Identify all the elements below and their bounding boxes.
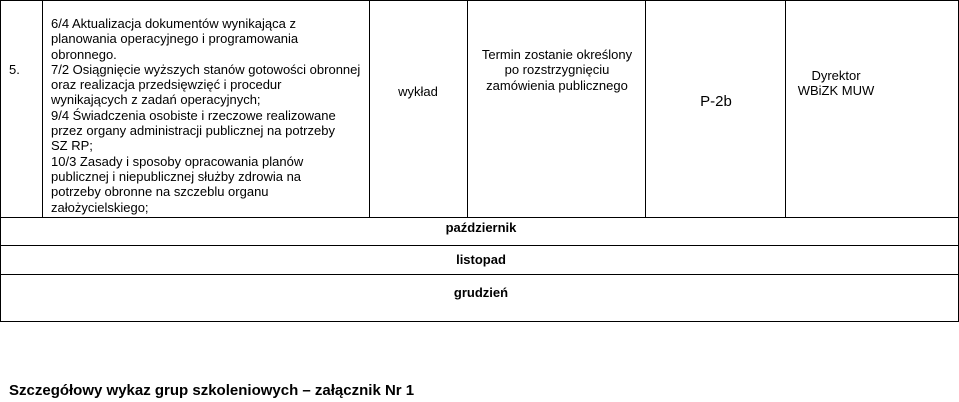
topic-line: 10/3 Zasady i sposoby opracowania planów xyxy=(51,153,304,169)
organizer-line: Dyrektor xyxy=(811,68,861,83)
topic-line: 9/4 Świadczenia osobiste i rzeczowe realizowane xyxy=(51,107,336,123)
term-line: po rozstrzygnięciu xyxy=(504,62,610,78)
row-number: 5. xyxy=(9,62,20,77)
topic-line: założycielskiego; xyxy=(51,199,149,215)
row-divider-3 xyxy=(0,274,958,275)
training-form: wykład xyxy=(398,84,438,99)
topic-line: 7/2 Osiągnięcie wyższych stanów gotowości obronnej xyxy=(51,61,361,77)
attachment-heading: Szczegółowy wykaz grup szkoleniowych – załącznik Nr 1 xyxy=(9,382,415,399)
table-border-bottom xyxy=(0,321,958,322)
topic-line: planowania operacyjnego i programowania xyxy=(51,31,299,47)
topic-line: oraz realizacja przedsięwzięć i procedur xyxy=(51,77,282,93)
row-divider-2 xyxy=(0,245,958,246)
training-term xyxy=(468,47,646,93)
table-border-left xyxy=(0,0,1,322)
training-topics xyxy=(51,16,371,215)
topic-line: publicznej i niepublicznej służby zdrowia na xyxy=(51,168,302,184)
row-divider-1 xyxy=(0,217,958,218)
organizer xyxy=(786,68,886,99)
topic-line: SZ RP; xyxy=(51,138,93,154)
col-divider-1 xyxy=(42,0,43,218)
organizer-line: WBiZK MUW xyxy=(797,83,875,99)
month-november: listopad xyxy=(456,252,506,267)
group-code: P-2b xyxy=(700,93,732,110)
term-line: Termin zostanie określony xyxy=(481,47,633,62)
topic-line: wynikających z zadań operacyjnych; xyxy=(51,92,261,108)
col-divider-3 xyxy=(467,0,468,218)
topic-line: przez organy administracji publicznej na potrzeby xyxy=(51,123,335,139)
topic-line: potrzeby obronne na szczeblu organu xyxy=(51,184,269,200)
topic-line: obronnego. xyxy=(51,46,117,62)
term-line: zamówienia publicznego xyxy=(486,77,628,93)
topic-line: 6/4 Aktualizacja dokumentów wynikająca z xyxy=(51,16,296,31)
table-border-top xyxy=(0,0,958,1)
month-october: październik xyxy=(445,220,517,235)
month-december: grudzień xyxy=(453,285,509,300)
